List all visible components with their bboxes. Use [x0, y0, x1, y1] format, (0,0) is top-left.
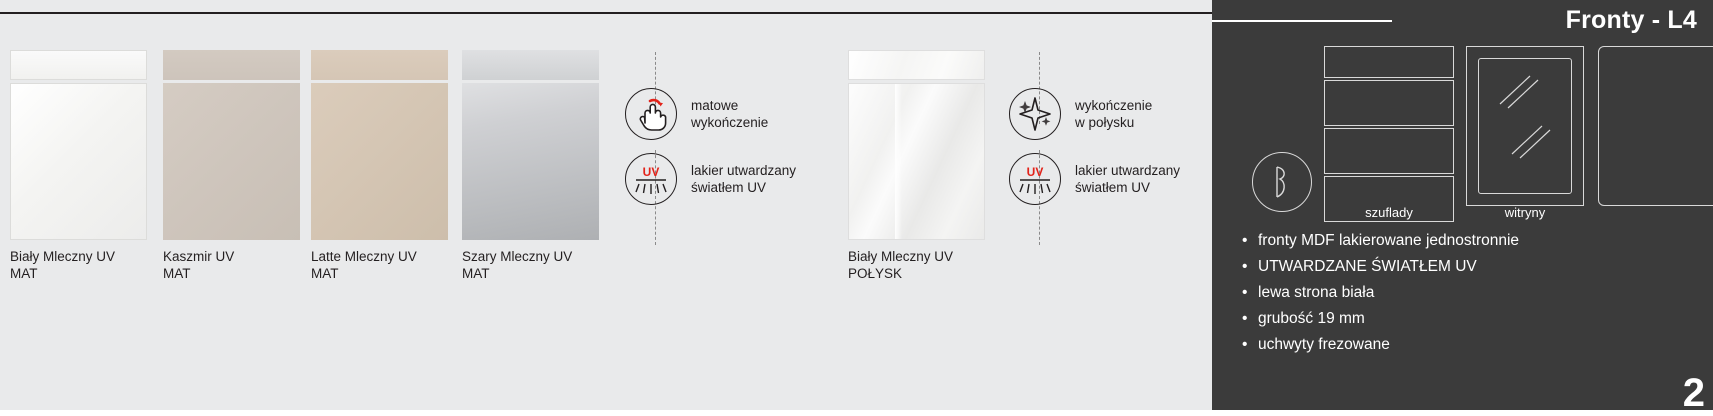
icon-row-uv-mat [625, 153, 796, 205]
front-body [10, 83, 147, 240]
swatch-image [462, 50, 599, 240]
feature-text: UTWARDZANE ŚWIATŁEM UV [1258, 258, 1477, 275]
icon-label-uv-gloss [1075, 162, 1180, 196]
front-body [163, 83, 300, 240]
swatch-caption [311, 248, 417, 282]
front-drawer-strip [311, 50, 448, 80]
front-drawer-strip [848, 50, 985, 80]
icon-row-uv-gloss [1009, 153, 1180, 205]
swatch-caption [10, 248, 115, 282]
drawer-front-2 [1324, 80, 1454, 126]
icon-label-line2: światłem UV [691, 180, 767, 195]
swatch-image [848, 50, 985, 240]
bullet-dot-icon: • [1242, 258, 1248, 275]
icon-label-line1: lakier utwardzany [1075, 163, 1181, 178]
icon-label-line2: wykończenie [691, 115, 769, 130]
front-drawer-strip [10, 50, 147, 80]
feature-text: lewa strona biała [1258, 284, 1375, 301]
diagram-caption-drawers: szuflady [1365, 205, 1413, 220]
gloss-highlight [895, 84, 902, 239]
list-item [1242, 228, 1702, 254]
swatch-finish: MAT [163, 266, 191, 281]
list-item [1242, 280, 1702, 306]
swatch-finish: POŁYSK [848, 266, 903, 281]
hand-touch-icon [625, 88, 677, 140]
drawer-front-3 [1324, 128, 1454, 174]
swatch-image [10, 50, 147, 240]
swatch-name: Biały Mleczny UV [848, 249, 954, 264]
swatch-name: Latte Mleczny UV [311, 249, 417, 264]
icon-label-matowe [691, 97, 768, 131]
uv-lamp-icon [625, 153, 677, 205]
uv-lamp-icon [1009, 153, 1061, 205]
bullet-dot-icon: • [1242, 284, 1248, 301]
icon-row-matowe [625, 88, 768, 140]
icon-label-line1: matowe [691, 98, 739, 113]
front-body [848, 83, 985, 240]
bullet-dot-icon: • [1242, 310, 1248, 327]
drawer-front-1 [1324, 46, 1454, 78]
icon-label-polysk [1075, 97, 1152, 131]
swatch-bialy-mleczny-mat[interactable] [10, 50, 147, 281]
list-item [1242, 332, 1702, 358]
list-item [1242, 306, 1702, 332]
swatch-caption [163, 248, 234, 282]
feature-text: uchwyty frezowane [1258, 336, 1390, 353]
svg-text:UV: UV [1026, 165, 1044, 179]
info-panel [1212, 0, 1713, 415]
feature-list [1242, 228, 1702, 358]
icon-label-line1: wykończenie [1075, 98, 1153, 113]
sparkle-shine-icon [1009, 88, 1061, 140]
front-body [462, 83, 599, 240]
swatch-kaszmir-mat[interactable] [163, 50, 300, 281]
icon-label-line2: w połysku [1075, 115, 1135, 130]
icon-label-line2: światłem UV [1075, 180, 1151, 195]
swatch-finish: MAT [311, 266, 339, 281]
feature-text: fronty MDF lakierowane jednostronnie [1258, 232, 1520, 249]
icon-row-polysk [1009, 88, 1152, 140]
swatch-name: Kaszmir UV [163, 249, 235, 264]
swatch-image [311, 50, 448, 240]
swatch-caption [848, 248, 953, 282]
swatch-caption [462, 248, 572, 282]
bullet-dot-icon: • [1242, 336, 1248, 353]
diagram-caption-glass: witryny [1504, 205, 1546, 220]
swatch-image [163, 50, 300, 240]
title-divider [1212, 20, 1392, 22]
bullet-dot-icon: • [1242, 232, 1248, 249]
icon-label-line1: lakier utwardzany [691, 163, 797, 178]
swatch-bialy-mleczny-polysk[interactable] [848, 50, 985, 281]
side-panel-frame [1598, 46, 1713, 206]
handle-profile-icon [1252, 152, 1312, 212]
front-body [311, 83, 448, 240]
list-item [1242, 254, 1702, 280]
feature-text: grubość 19 mm [1258, 310, 1365, 327]
swatch-finish: MAT [462, 266, 490, 281]
swatch-name: Szary Mleczny UV [462, 249, 573, 264]
front-drawer-strip [462, 50, 599, 80]
glass-reflection-lines [1478, 58, 1572, 194]
swatch-finish: MAT [10, 266, 38, 281]
swatch-latte-mleczny-mat[interactable] [311, 50, 448, 281]
swatch-name: Biały Mleczny UV [10, 249, 116, 264]
svg-text:UV: UV [642, 165, 660, 179]
page-number: 2 [1682, 371, 1705, 415]
page-title: Fronty - L4 [1565, 6, 1697, 34]
swatch-szary-mleczny-mat[interactable] [462, 50, 599, 281]
front-drawer-strip [163, 50, 300, 80]
icon-label-uv-mat [691, 162, 796, 196]
